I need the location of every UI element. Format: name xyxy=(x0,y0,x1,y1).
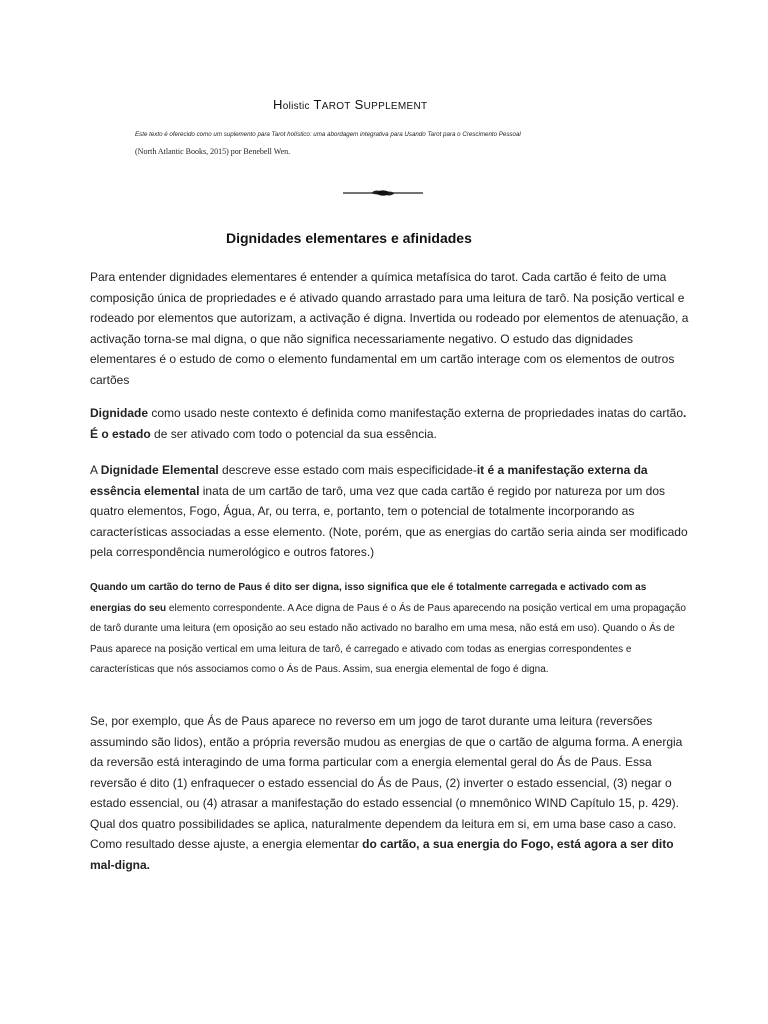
bold-text: it é a manifestação externa da essência elemental xyxy=(90,463,648,498)
title-word: UPPLEMENT xyxy=(363,101,428,112)
bold-text: Quando um cartão do terno de Paus é dito ser xyxy=(90,582,313,593)
bold-term: digna xyxy=(312,582,339,593)
intro-citation: (North Atlantic Books, 2015) por Benebell Wen. xyxy=(135,147,291,156)
intro-note: Este texto é oferecido como um suplemento para Tarot holístico: uma abordagem integrativa para Usando Tarot para o Crescimento Pessoal xyxy=(135,131,521,138)
paragraph-dignity-definition xyxy=(90,403,690,444)
text-span: elemento correspondente. A Ace digna de Paus é o Ás de Paus aparecendo na posição vertical em uma propagação de tarô durante uma leitura (em oposição ao seu estado não activado no baralho em uma mesa, não está em uso). Quando o Ás de Paus aparece na posição vertical em uma leitura de tarô, é carregado e ativado com todas as energias correspondentes e características que nós associamos como o Ás de Paus. Assim, sua energia elemental de fogo é digna. xyxy=(90,602,686,675)
paragraph-elemental-dignity xyxy=(90,460,690,563)
section-heading: Dignidades elementares e afinidades xyxy=(226,230,472,246)
flourish-divider-icon xyxy=(343,187,423,199)
text-span: inata de um cartão de tarô, uma vez que cada cartão é regido por natureza por um dos quatro elementos, Fogo, Água, Ar, ou terra, e, portanto, tem o potencial de totalmente incorporando as características associadas a esse elemento. (Note, porém, que as energias do cartão seria ainda ser modificado pela correspondência numerológico e outros fatores.) xyxy=(90,483,688,559)
text-span: como usado neste contexto é definida como manifestação externa de propriedades inatas do cartão xyxy=(148,406,684,420)
title-letter: H xyxy=(273,97,283,112)
bold-term: mal-digna xyxy=(90,857,147,872)
bold-text: do cartão, a sua energia do Fogo, está agora a ser dito xyxy=(358,837,674,851)
bold-term: Dignidade Elemental xyxy=(100,463,219,477)
title-word: AROT xyxy=(321,101,351,112)
paragraph-wands-example xyxy=(90,578,690,681)
text-span: A xyxy=(90,463,101,477)
title-letter: S xyxy=(350,97,364,112)
bold-term: Dignidade xyxy=(90,406,149,420)
title-letter: T xyxy=(309,97,322,112)
document-title xyxy=(273,97,427,112)
text-span: Se, por exemplo, que Ás de Paus aparece no reverso em um jogo de tarot durante uma leitura (reversões assumindo são lidos), então a própria reversão mudou as energias de que o cartão de alguma forma. A energia da reversão está interagindo de uma forma particular com a energia elemental geral do Ás de Paus. Essa reversão é dito (1) enfraquecer o estado essencial do Ás de Paus, (2) inverter o estado essencial, (3) negar o estado essencial, ou (4) atrasar a manifestação do estado essencial (o mnemônico WIND Capítulo 15, p. 429). Qual dos quatro possibilidades se aplica, naturalmente dependem da leitura em si, em uma base caso a caso. Como resultado desse ajuste, a energia elementar xyxy=(90,714,683,851)
paragraph-reversal-example xyxy=(90,711,690,875)
text-span: de ser ativado com todo o potencial da sua essência. xyxy=(150,426,437,441)
paragraph-intro: Para entender dignidades elementares é entender a química metafísica do tarot. Cada cartão é feito de uma composição única de propriedades e é ativado quando arrastado para uma leitura de tarô. Na posição vertical e rodeado por elementos que autorizam, a activação é digna. Invertida ou rodeado por elementos de atenuação, a activação torna-se mal digna, o que não significa necessariamente negativo. O estudo das dignidades elementares é o estudo de como o elemento fundamental em um cartão interage com os elementos de outros cartões xyxy=(90,270,689,387)
text-span: descreve esse estado com mais especificidade- xyxy=(218,463,477,477)
bold-text: , isso significa que ele é totalmente carregada e activado com as energias do seu xyxy=(90,582,647,614)
title-word: olistic xyxy=(282,101,310,112)
bold-text: . xyxy=(146,857,151,872)
bold-text: . É o estado xyxy=(90,406,687,441)
